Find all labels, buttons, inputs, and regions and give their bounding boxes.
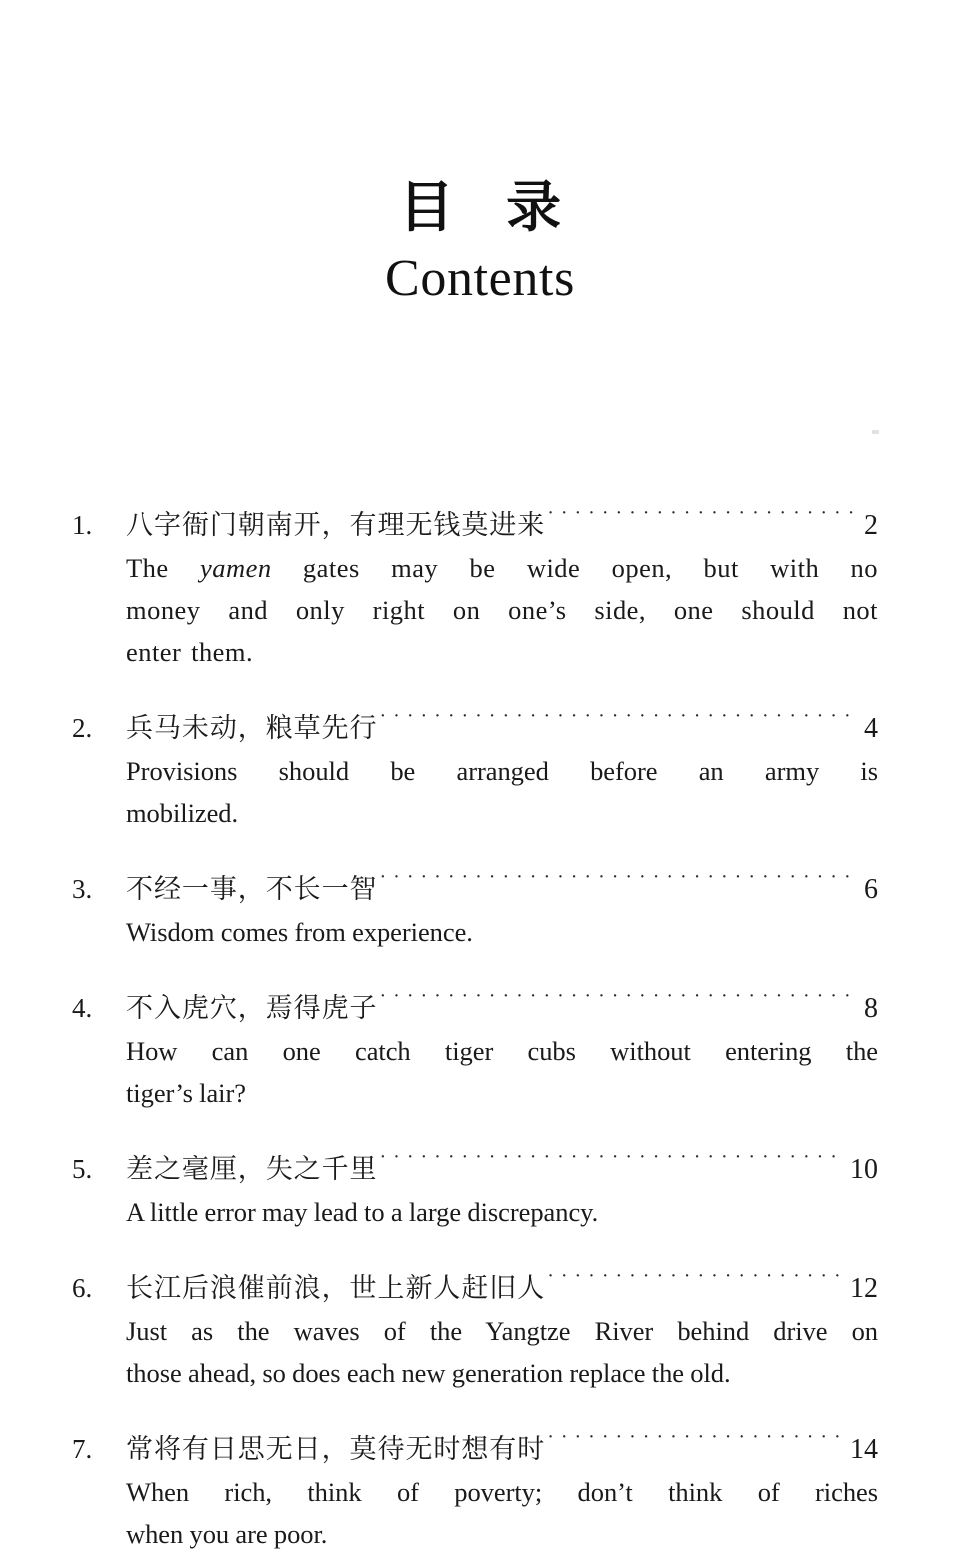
toc-entry[interactable]: [66, 1416, 878, 1555]
leader-dots: [380, 856, 858, 898]
toc-entry-english-line: How can one catch tiger cubs without entering the: [126, 1036, 878, 1066]
toc-entry-page-number[interactable]: 4: [864, 713, 878, 744]
toc-entry[interactable]: [66, 695, 878, 834]
leader-dots: [547, 1416, 839, 1458]
leader-dots: [380, 1136, 839, 1178]
toc-entry-chinese-title[interactable]: 不经一事，不长一智: [126, 874, 378, 905]
toc-entry[interactable]: [66, 856, 878, 953]
toc-entry-english-translation: [126, 911, 878, 953]
leader-dots: [380, 975, 858, 1017]
toc-entry-english-line: money and only right on one’s side, one should not: [126, 595, 878, 625]
toc-entry-number: 4.: [72, 993, 93, 1023]
toc-entry-chinese-title[interactable]: 常将有日思无日，莫待无时想有时: [126, 1434, 546, 1465]
page-title-english: Contents: [385, 249, 575, 307]
toc-entry-headline: [66, 492, 878, 547]
toc-entry-english-line: Wisdom comes from experience.: [126, 917, 473, 947]
toc-entry-number: 2.: [72, 713, 93, 743]
toc-entry-english-translation: [126, 750, 878, 834]
toc-entry-page-number[interactable]: 14: [850, 1434, 878, 1465]
toc-entry-chinese-title[interactable]: 差之毫厘，失之千里: [126, 1154, 378, 1185]
toc-entry-number: 6.: [72, 1273, 93, 1303]
toc-entry-english-translation: [126, 1191, 878, 1233]
toc-entry-number: 1.: [72, 510, 93, 540]
toc-entry-english-translation: [126, 547, 878, 673]
toc-entry-english-line: those ahead, so does each new generation replace the old.: [126, 1358, 731, 1388]
toc-entry-headline: [66, 695, 878, 750]
toc-entry-chinese-title[interactable]: 兵马未动，粮草先行: [126, 713, 378, 744]
toc-entry-headline: [66, 1416, 878, 1471]
toc-entry-english-line: mobilized.: [126, 798, 239, 828]
toc-entry-headline: [66, 1136, 878, 1191]
toc-entry-page-number[interactable]: 10: [850, 1154, 878, 1185]
toc-entry-page-number[interactable]: 2: [864, 510, 878, 541]
toc-entry-page-number[interactable]: 12: [850, 1273, 878, 1304]
toc-entry-number: 3.: [72, 874, 93, 904]
toc-entry-number: 5.: [72, 1154, 93, 1184]
page-title-chinese: 目 录: [398, 174, 578, 239]
toc-entry-english-translation: [126, 1471, 878, 1555]
toc-entry-english-line: Just as the waves of the Yangtze River behind drive on: [126, 1316, 878, 1346]
toc-entry-headline: [66, 1255, 878, 1310]
toc-entry-chinese-title[interactable]: 长江后浪催前浪，世上新人赶旧人: [126, 1273, 546, 1304]
toc-entry-number: 7.: [72, 1434, 93, 1464]
toc-entry-headline: [66, 975, 878, 1030]
toc-entry-page-number[interactable]: 8: [864, 993, 878, 1024]
toc-entry[interactable]: [66, 1255, 878, 1394]
toc-entry-english-translation: [126, 1030, 878, 1114]
toc-entry[interactable]: [66, 492, 878, 673]
toc-entry-english-translation: [126, 1310, 878, 1394]
leader-dots: [380, 695, 858, 737]
page-heading: [0, 174, 960, 307]
toc-entry-english-line: enter them.: [126, 637, 254, 667]
scan-speck-artifact: [872, 430, 879, 434]
toc-entry[interactable]: [66, 1136, 878, 1233]
toc-entry-headline: [66, 856, 878, 911]
toc-entry-english-line: tiger’s lair?: [126, 1078, 246, 1108]
toc-entry-english-line: when you are poor.: [126, 1519, 328, 1549]
toc-entry-chinese-title[interactable]: 八字衙门朝南开，有理无钱莫进来: [126, 510, 546, 541]
toc-entry-page-number[interactable]: 6: [864, 874, 878, 905]
toc-entry-chinese-title[interactable]: 不入虎穴，焉得虎子: [126, 993, 378, 1024]
leader-dots: [547, 492, 858, 534]
toc-entry-english-line: The yamen gates may be wide open, but with no: [126, 553, 878, 583]
toc-entry[interactable]: [66, 975, 878, 1114]
table-of-contents: [66, 492, 878, 1555]
toc-entry-english-line: When rich, think of poverty; don’t think of riches: [126, 1477, 878, 1507]
toc-entry-english-line: Provisions should be arranged before an army is: [126, 756, 878, 786]
toc-entry-english-line: A little error may lead to a large discrepancy.: [126, 1197, 599, 1227]
leader-dots: [547, 1255, 839, 1297]
